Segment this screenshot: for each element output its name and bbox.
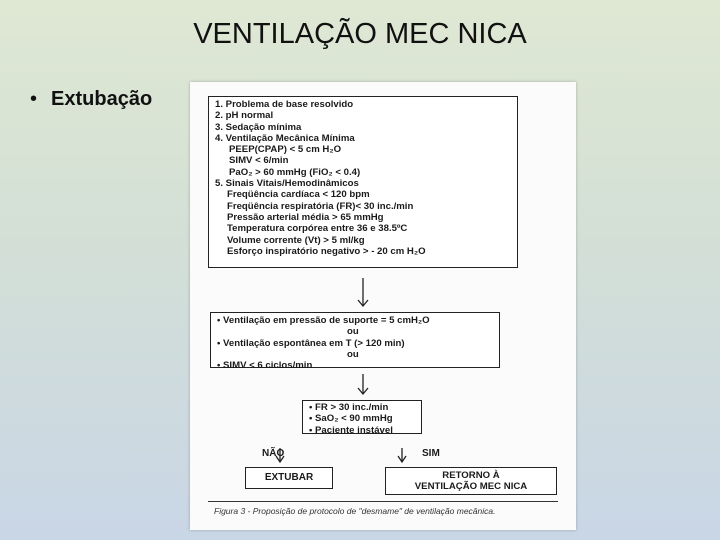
vital-item-1: Freqüência cardíaca < 120 bpm: [227, 189, 370, 201]
mode-or-1: ou: [347, 326, 359, 338]
vm-item-1: PEEP(CPAP) < 5 cm H₂O: [229, 144, 342, 156]
vital-item-6: Esforço inspiratório negativo > - 20 cm H₂O: [227, 245, 426, 257]
return-ventilation-box: [385, 467, 557, 495]
failure-criteria-box: [302, 400, 422, 434]
criteria-box: [208, 96, 518, 268]
mode-line-1: • Ventilação em pressão de suporte = 5 cmH₂O: [217, 315, 430, 326]
vital-item-2: Freqüência respiratória (FR)< 30 inc./min: [227, 200, 414, 212]
label-no: NÃO: [262, 448, 285, 459]
vital-item-4: Temperatura corpórea entre 36 e 38.5ºC: [227, 223, 408, 235]
mode-or-2: ou: [347, 348, 359, 360]
label-yes: SIM: [422, 448, 440, 459]
failure-line-3: • Paciente instável: [309, 424, 393, 436]
weaning-mode-box: [210, 312, 500, 372]
return-line-2: VENTILAÇÃO MEC NICA: [414, 481, 528, 492]
bullet-dot: •: [30, 88, 38, 110]
return-line-1: RETORNO À: [442, 470, 500, 481]
slide-title: VENTILAÇÃO MEC NICA: [193, 18, 527, 50]
vital-item-3: Pressão arterial média > 65 mmHg: [227, 211, 384, 223]
bullet-text: Extubação: [51, 88, 153, 110]
vm-item-2: SIMV < 6/min: [229, 155, 289, 167]
vm-item-3: PaO₂ > 60 mmHg (FiO₂ < 0.4): [229, 166, 361, 178]
mode-line-2: • Ventilação espontânea em T (> 120 min): [217, 337, 405, 349]
mode-line-3: • SIMV < 6 ciclos/min: [217, 360, 313, 372]
bullet-item: [30, 88, 152, 111]
vital-item-5: Volume corrente (Vt) > 5 ml/kg: [227, 234, 365, 246]
criteria-line-1: 1. Problema de base resolvido: [215, 99, 354, 110]
failure-line-1: • FR > 30 inc./min: [309, 402, 389, 413]
criteria-line-4: 4. Ventilação Mecânica Mínima: [215, 132, 355, 144]
flowchart-figure: [190, 82, 576, 530]
criteria-line-5: 5. Sinais Vitais/Hemodinâmicos: [215, 178, 359, 190]
caption-divider: [208, 501, 558, 502]
figure-caption: Figura 3 - Proposição de protocolo de "desmame" de ventilação mecânica.: [214, 506, 496, 516]
criteria-line-2: 2. pH normal: [215, 110, 274, 122]
extubate-box: EXTUBAR: [245, 467, 333, 489]
criteria-line-3: 3. Sedação mínima: [215, 121, 302, 133]
failure-line-2: • SaO₂ < 90 mmHg: [309, 413, 393, 425]
